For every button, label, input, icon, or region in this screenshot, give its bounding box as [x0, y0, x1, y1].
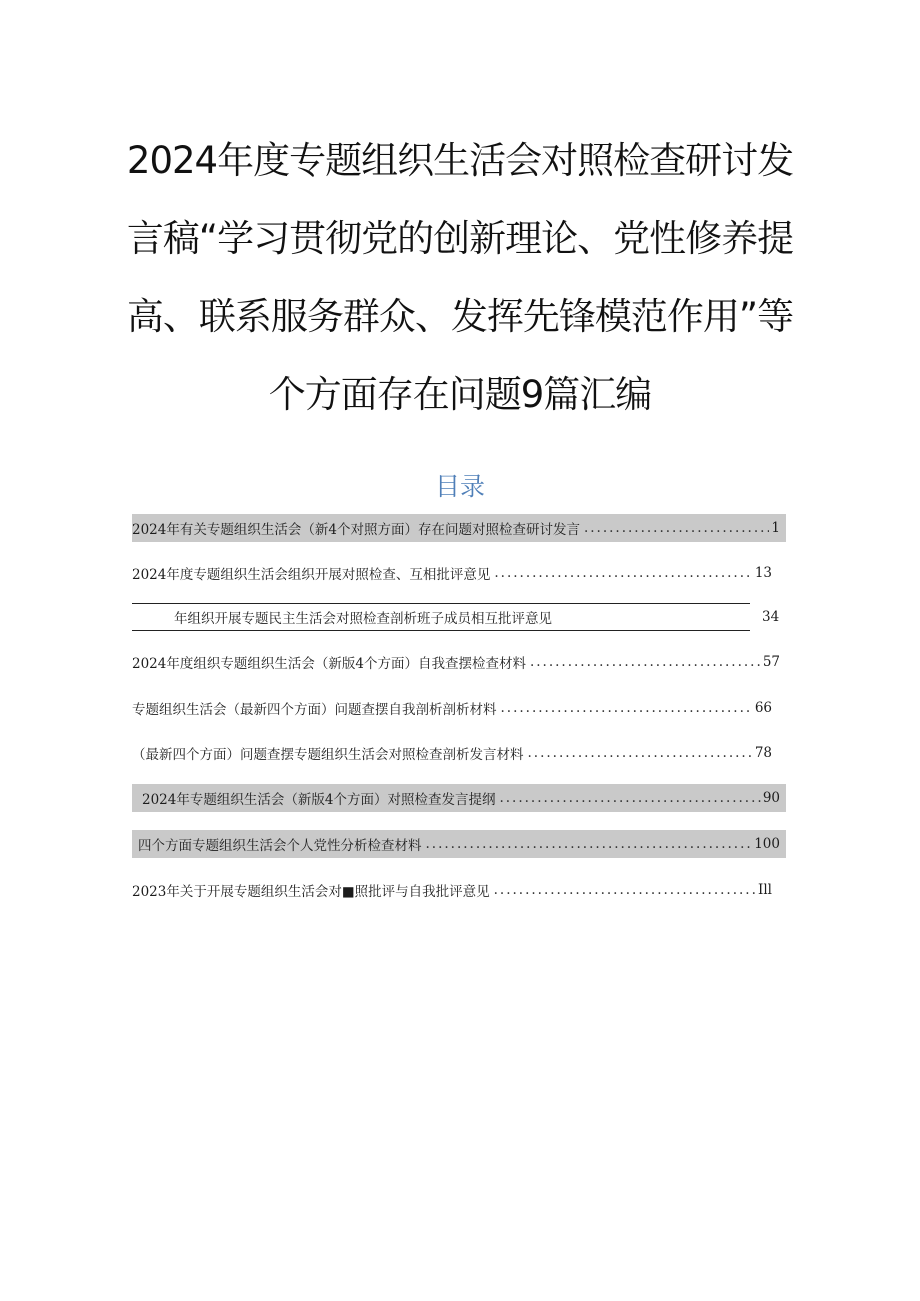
toc-entry-page: 1 [771, 520, 780, 536]
toc-entry-page: 90 [762, 790, 780, 806]
toc-entry-text: 专题组织生活会（最新四个方面）问题查摆自我剖析剖析材料 [132, 702, 497, 718]
toc-leader-dots [497, 700, 753, 716]
title-line-4: 个方面存在问题9篇汇编 [268, 373, 652, 416]
toc-entry-5[interactable] [132, 694, 772, 722]
toc-entry-4[interactable] [132, 648, 780, 676]
toc-entry-6[interactable] [132, 739, 772, 767]
toc-entry-3[interactable] [132, 603, 750, 631]
toc-entry-text: 四个方面专题组织生活会个人党性分析检查材料 [138, 838, 422, 854]
toc-entry-9[interactable] [132, 876, 772, 904]
toc-leader-dots [422, 836, 753, 852]
toc-entry-text: 2023年关于开展专题组织生活会对■照批评与自我批评意见 [132, 884, 490, 900]
toc-entry-page: 66 [754, 700, 772, 716]
toc-entry-text: 2024年有关专题组织生活会（新4个对照方面）存在问题对照检查研讨发言 [132, 522, 580, 538]
toc-entry-text: 2024年专题组织生活会（新版4个方面）对照检查发言提纲 [142, 792, 496, 808]
toc-entry-page: 34 [762, 609, 780, 625]
toc-leader-dots [495, 790, 760, 806]
toc-entry-page: 100 [754, 836, 780, 852]
toc-entry-text: （最新四个方面）问题查摆专题组织生活会对照检查剖析发言材料 [132, 747, 524, 763]
toc-entry-2[interactable] [132, 559, 772, 587]
document-title [110, 122, 810, 434]
toc-entry-7[interactable] [132, 784, 786, 812]
toc-leader-dots [490, 882, 756, 898]
toc-heading: 目录 [434, 472, 485, 501]
toc-entry-text: 2024年度组织专题组织生活会（新版4个方面）自我查摆检查材料 [132, 656, 526, 672]
title-line-1: 2024年度专题组织生活会对照检查研讨发 [126, 139, 794, 182]
toc-leader-dots [490, 565, 752, 581]
toc-entry-text: 2024年度专题组织生活会组织开展对照检查、互相批评意见 [132, 567, 491, 583]
toc-entry-8[interactable] [132, 830, 786, 858]
toc-entry-page: Ill [758, 882, 772, 898]
toc-entry-page: 78 [754, 745, 772, 761]
toc-leader-dots [580, 520, 769, 536]
title-line-2: 言稿“学习贯彻党的创新理论、党性修养提 [126, 217, 794, 260]
toc-entry-1[interactable] [132, 514, 786, 542]
toc-entry-page: 13 [754, 565, 772, 581]
title-line-3: 高、联系服务群众、发挥先锋模范作用”等 [126, 295, 794, 338]
toc-entry-text: 年组织开展专题民主生活会对照检查剖析班子成员相互批评意见 [174, 611, 552, 627]
toc-leader-dots [526, 654, 761, 670]
toc-leader-dots [524, 745, 753, 761]
toc-entry-page: 57 [762, 654, 780, 670]
